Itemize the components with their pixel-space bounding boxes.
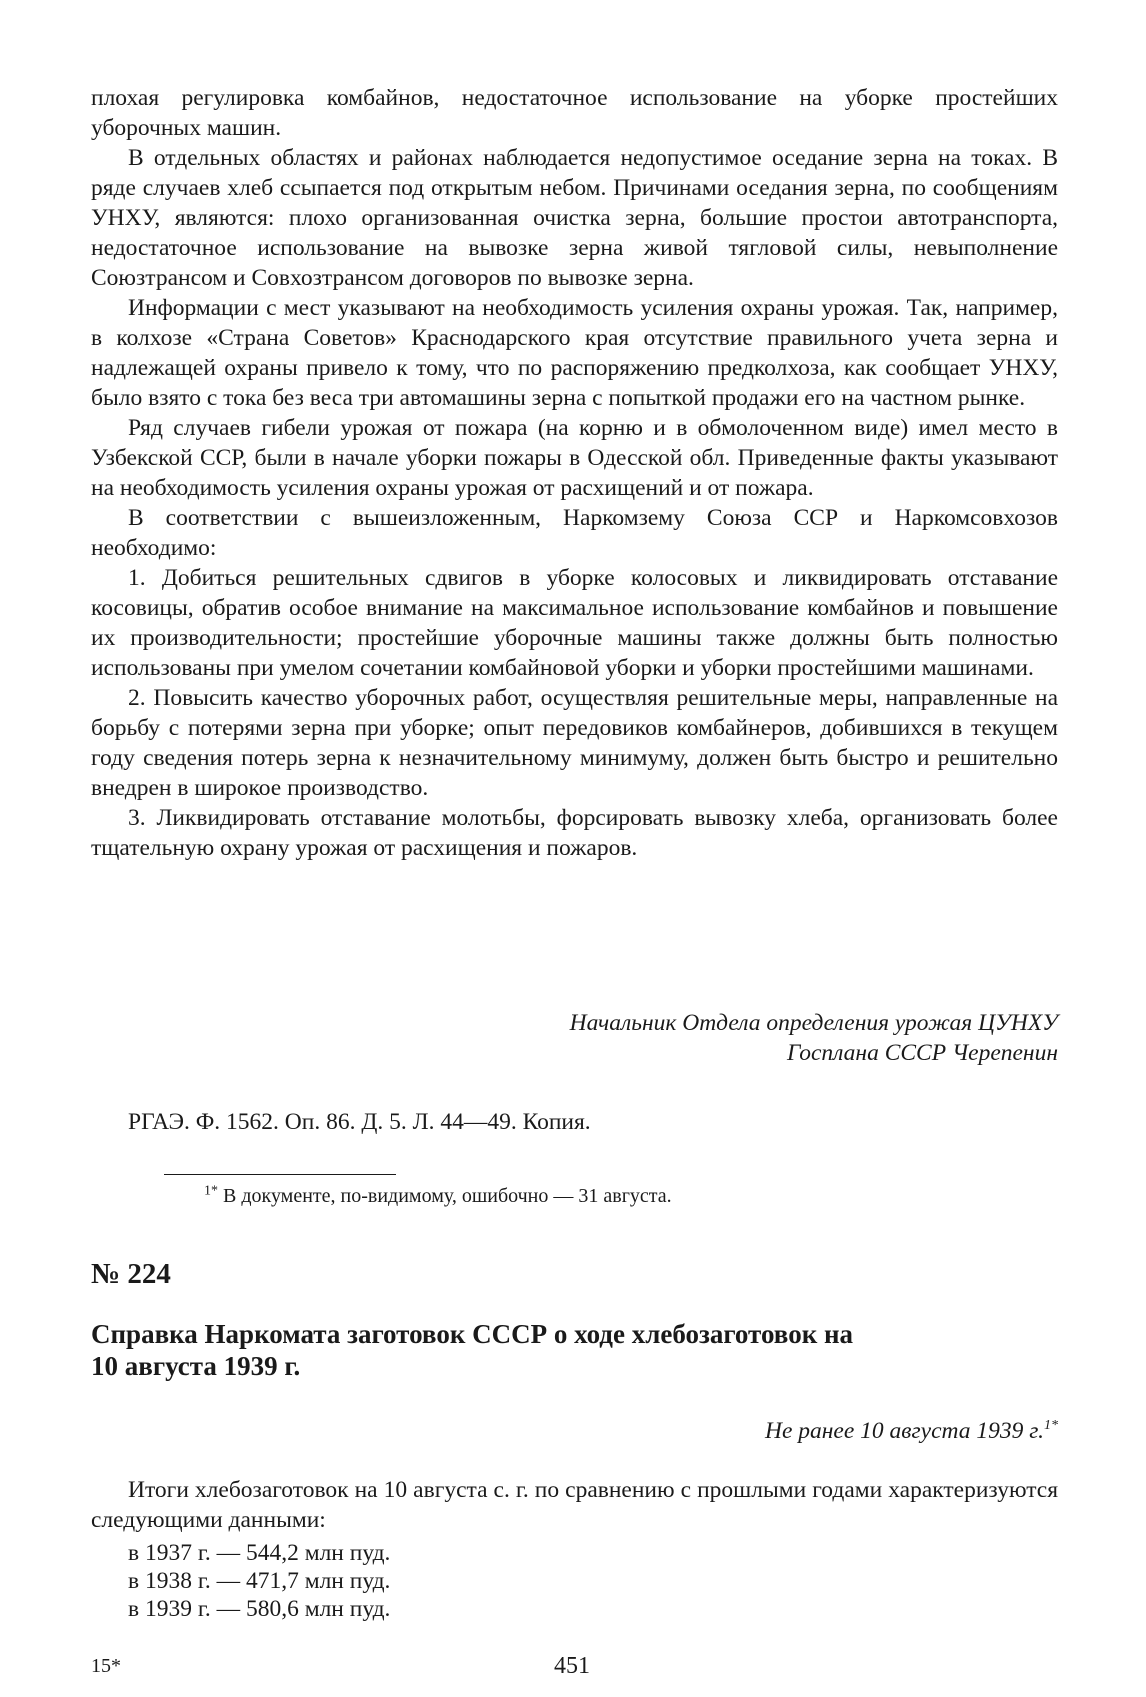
document-title: [91, 1318, 1051, 1382]
paragraph: Информации с мест указывают на необходимость усиления охраны урожая. Так, например, в колхозе «Страна Советов» Краснодарского края отсутствие правильного учета зерна и надлежащей охраны привело к тому, что по распоряжению предколхоза, как сообщает УНХУ, было взято с тока без веса три автомашины зерна с попыткой продажи его на частном рынке.: [91, 295, 1058, 411]
body-text: [91, 83, 1058, 863]
document-title-line: Справка Наркомата заготовок СССР о ходе хлебозаготовок на: [91, 1319, 854, 1349]
list-item: 1. Добиться решительных сдвигов в уборке колосовых и ликвидировать отставание косовицы, обратив особое внимание на максимальное использование комбайнов и повышение их производительности; простейшие уборочные машины также должны быть полностью использованы при умелом сочетании комбайновой уборки и уборки простейшими машинами.: [91, 565, 1058, 681]
signature-line: Госплана СССР Черепенин: [787, 1040, 1058, 1066]
document-date-text: Не ранее 10 августа 1939 г.: [764, 1418, 1044, 1444]
paragraph: В отдельных областях и районах наблюдается недопустимое оседание зерна на токах. В ряде случаев хлеб ссыпается под открытым небом. Причинами оседания зерна, по сообщениям УНХУ, являются: плохо организованная очистка зерна, большие простои автотранспорта, недостаточное использование на вывозке зерна живой тягловой силы, невыполнение Союзтрансом и Совхозтрансом договоров по вывозке зерна.: [91, 145, 1058, 291]
footnote: [204, 1183, 672, 1209]
footnote-marker: 1*: [204, 1183, 218, 1199]
signature-line: Начальник Отдела определения урожая ЦУНХУ: [569, 1010, 1058, 1036]
paragraph: Ряд случаев гибели урожая от пожара (на корню и в обмолоченном виде) имел место в Узбекской ССР, были в начале уборки пожары в Одесской обл. Приведенные факты указывают на необходимость усиления охраны урожая от расхищений и от пожара.: [91, 415, 1058, 501]
page-number: 451: [554, 1653, 590, 1679]
paragraph: плохая регулировка комбайнов, недостаточное использование на уборке простейших уборочных машин.: [91, 85, 1058, 141]
document-date: [91, 1416, 1058, 1446]
signature-mark: 15*: [91, 1655, 121, 1677]
list-item: 3. Ликвидировать отставание молотьбы, форсировать вывозку хлеба, организовать более тщательную охрану урожая от расхищения и пожаров.: [91, 805, 1058, 861]
archive-reference: РГАЭ. Ф. 1562. Оп. 86. Д. 5. Л. 44—49. Копия.: [128, 1109, 591, 1135]
footnote-divider: [164, 1174, 396, 1175]
paragraph: В соответствии с вышеизложенным, Наркомзему Союза ССР и Наркомсовхозов необходимо:: [91, 505, 1058, 561]
stats-list: [128, 1539, 390, 1623]
paragraph: Итоги хлебозаготовок на 10 августа с. г. по сравнению с прошлыми годами характеризуются следующими данными:: [91, 1477, 1058, 1533]
list-item: 2. Повысить качество уборочных работ, осуществляя решительные меры, направленные на борьбу с потерями зерна при уборке; опыт передовиков комбайнеров, добившихся в текущем году сведения потерь зерна к незначительному минимуму, должен быть быстро и решительно внедрен в широкое производство.: [91, 685, 1058, 801]
stats-item: в 1939 г. — 580,6 млн пуд.: [128, 1596, 391, 1622]
document-title-line: 10 августа 1939 г.: [91, 1351, 301, 1381]
stats-item: в 1937 г. — 544,2 млн пуд.: [128, 1540, 391, 1566]
footnote-marker: 1*: [1044, 1418, 1058, 1434]
signature-block: [91, 1008, 1058, 1068]
stats-item: в 1938 г. — 471,7 млн пуд.: [128, 1568, 391, 1594]
document-number: № 224: [91, 1258, 171, 1290]
footnote-text: В документе, по-видимому, ошибочно — 31 августа.: [218, 1185, 672, 1207]
intro-text: [91, 1475, 1058, 1535]
